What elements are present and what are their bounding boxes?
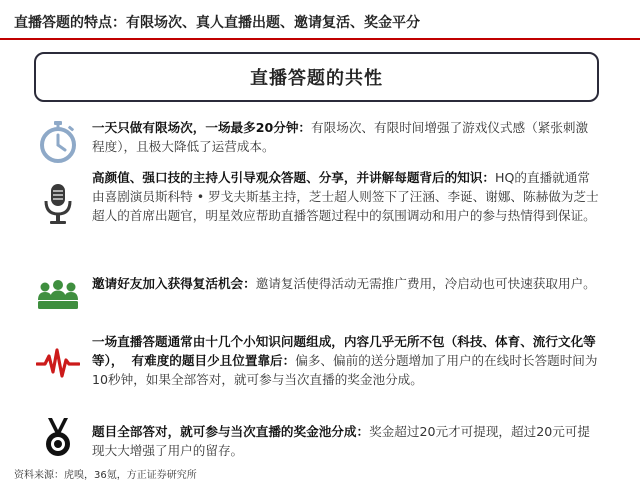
- feature-body-4: 偏多、偏前的送分题增加了用户的在线时长答题时间为10秒钟，如果全部答对，就可参与当次直播的奖金池分成。: [92, 353, 598, 387]
- feature-item-4: [0, 332, 640, 412]
- feature-lead-3: 邀请好友加入获得复活机会：: [92, 276, 256, 291]
- section-title-box: [34, 52, 599, 102]
- feature-text-2: [92, 168, 600, 225]
- stopwatch-icon: [36, 120, 80, 164]
- feature-lead-1: 一天只做有限场次，一场最多20分钟：: [92, 120, 312, 135]
- group-icon: [36, 270, 80, 314]
- feature-body-1: 有限场次、有限时间增强了游戏仪式感（紧张刺激程度），且极大降低了运营成本。: [92, 120, 589, 154]
- feature-lead-5: 题目全部答对，就可参与当次直播的奖金池分成：: [92, 424, 370, 439]
- feature-text-1: [92, 118, 600, 156]
- feature-item-5: [0, 422, 640, 466]
- feature-text-4: [92, 332, 600, 389]
- feature-item-1: [0, 118, 640, 168]
- feature-body-3: 邀请复活使得活动无需推广费用，冷启动也可快速获取用户。: [255, 276, 596, 291]
- feature-body-5: 奖金超过20元才可提现，超过20元可提现大大增强了用户的留存。: [92, 424, 591, 458]
- feature-lead-4b: 有难度的题目少且位置靠后：: [131, 353, 296, 368]
- feature-item-3: [0, 274, 640, 318]
- feature-body-2: HQ的直播就通常由喜剧演员斯科特 • 罗戈夫斯基主持，芝士超人则签下了汪涵、李诞、谢娜、陈赫做为芝士超人的首席出题官，明星效应帮助直播答题过程中的氛围调动和用户的参与热情得到保证。: [92, 170, 599, 223]
- source-note: 资料来源：虎嗅，36氪，方正证券研究所: [14, 470, 197, 481]
- microphone-icon: [36, 182, 80, 226]
- heartbeat-icon: [36, 340, 80, 384]
- feature-item-2: [0, 168, 640, 248]
- header-divider: [0, 38, 640, 40]
- header: [0, 0, 640, 40]
- feature-text-5: [92, 422, 600, 460]
- feature-text-3: [92, 274, 600, 293]
- section-title: 直播答题的共性: [250, 68, 383, 89]
- page-title: 直播答题的特点：有限场次、真人直播出题、邀请复活、奖金平分: [14, 15, 420, 31]
- feature-lead-2: 高颜值、强口技的主持人引导观众答题、分享，并讲解每题背后的知识：: [92, 170, 495, 185]
- feature-lead-4: 一场直播答题通常由十几个小知识问题组成，内容几乎无所不包（科技、体育、流行文化等等），: [92, 334, 596, 368]
- medal-icon: [36, 416, 80, 460]
